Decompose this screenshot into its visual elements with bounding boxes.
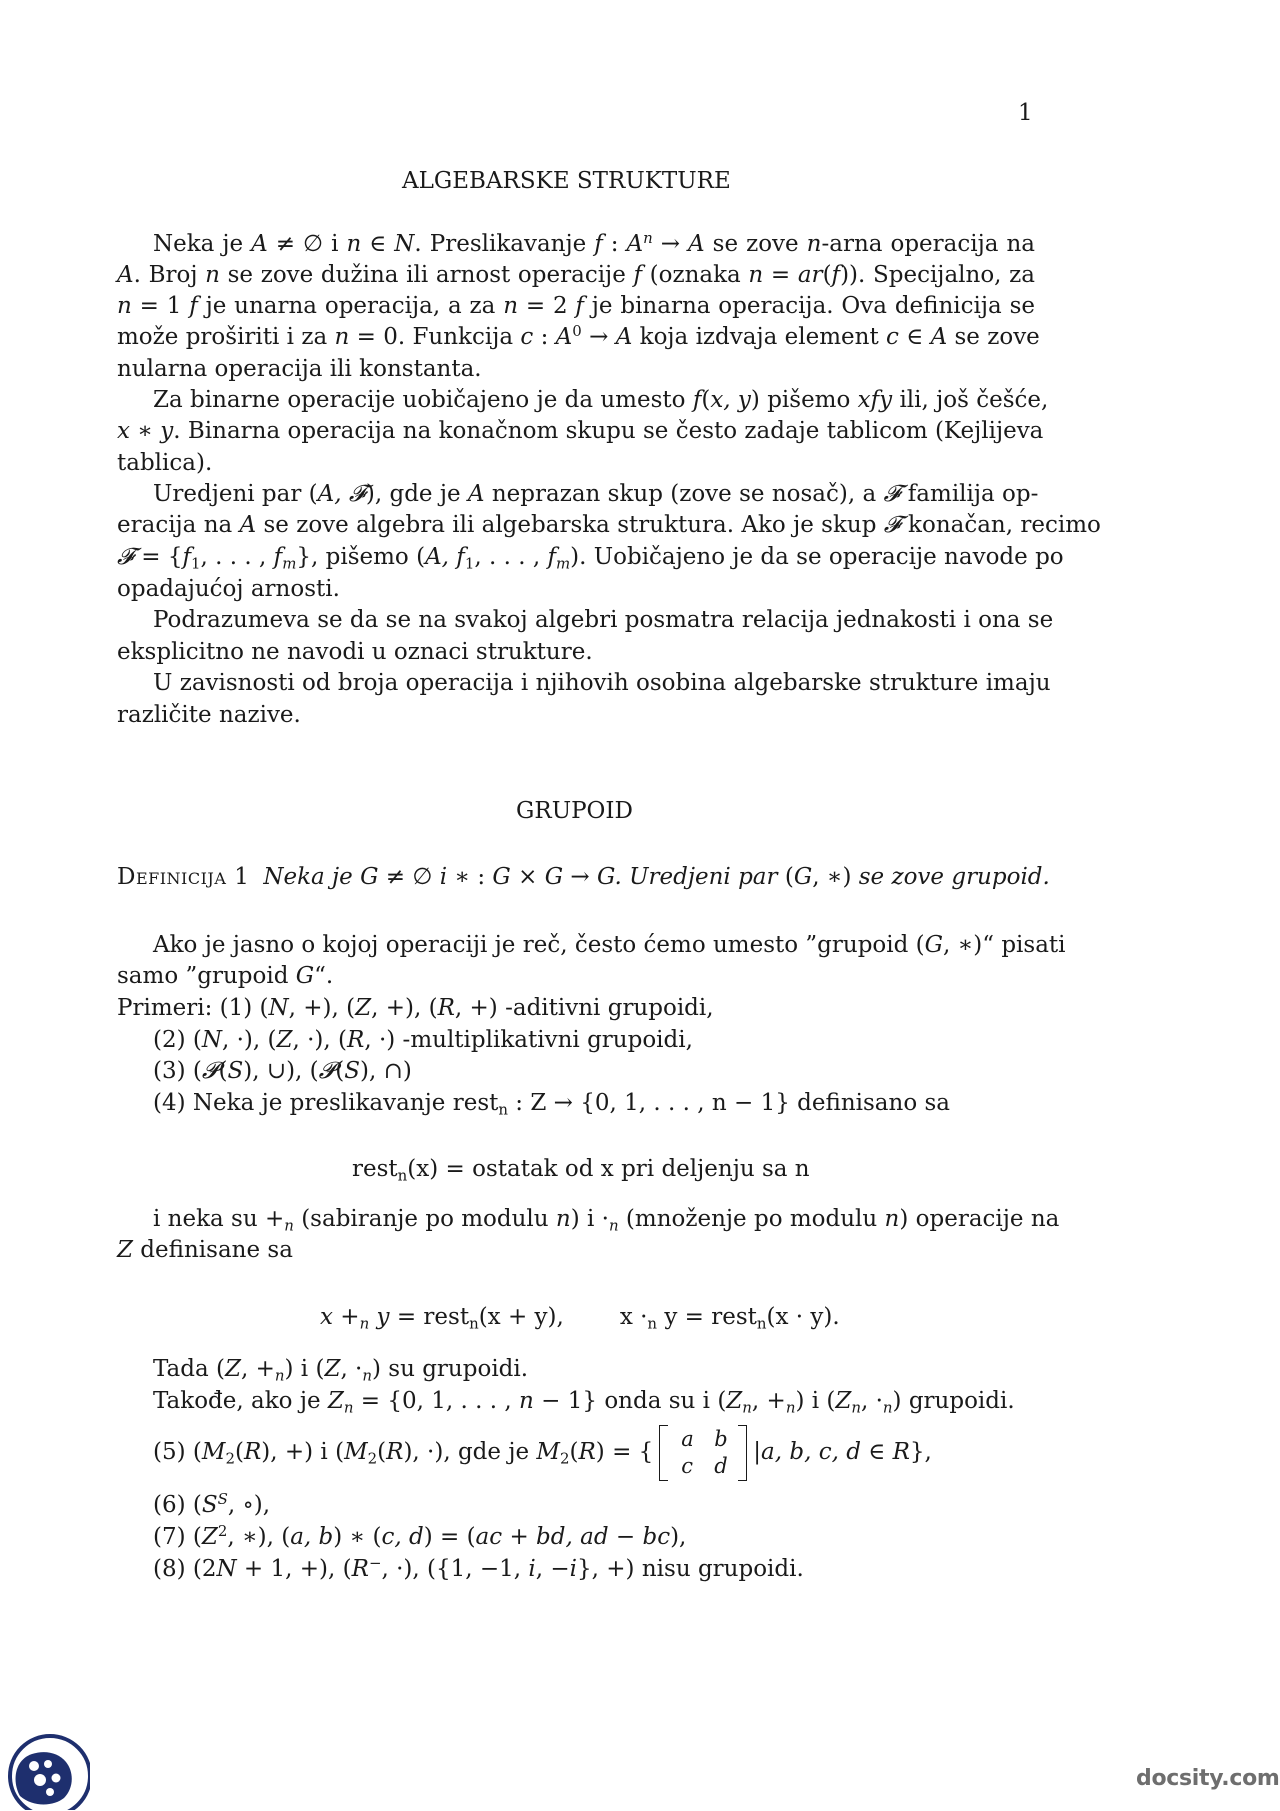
example-8: (8) (2N + 1, +), (R−, ·), ({1, −1, i, −i}, +) nisu grupoidi. [153, 1553, 804, 1582]
definition-1: Definicija 1 Neka je G ≠ ∅ i ∗ : G × G → G. Uredjeni par (G, ∗) se zove grupoid. [117, 864, 1050, 890]
example-4: (4) Neka je preslikavanje rest$_n$ : Z → {0, 1, . . . , n − 1} definisano sa [153, 1090, 950, 1119]
paragraph-line: nularna operacija ili konstanta. [117, 356, 482, 382]
mod-operations: $x +_n$ y = rest$_n$(x + y), $x \cdot_n$ y = rest$_n$(x · y). [320, 1304, 840, 1333]
example-1: Primeri: (1) (N, +), (Z, +), (R, +) -aditivni grupoidi, [117, 995, 714, 1021]
example-2: (2) (N, ·), (Z, ·), (R, ·) -multiplikativni grupoidi, [153, 1027, 693, 1053]
definition-label: Definicija 1 [117, 864, 250, 890]
matrix: a b c d [659, 1425, 747, 1481]
paragraph-line: Ako je jasno o kojoj operaciji je reč, često ćemo umesto ”grupoid (G, ∗)“ pisati [153, 932, 1066, 958]
paragraph-line: može proširiti i za n = 0. Funkcija c : $A^0 \to A$ koja izdvaja element c ∈ A se zove [117, 321, 1040, 350]
docsity-logo-icon [4, 1732, 90, 1810]
section-title-grupoid: GRUPOID [516, 798, 633, 824]
paragraph-line: 𝓕 = {$f_1$, . . . , $f_m$}, pišemo (A, $f_1$, . . . , $f_m$). Uobičajeno je da se operacije navode po [117, 544, 1064, 573]
paragraph-line: Podrazumeva se da se na svakoj algebri posmatra relacija jednakosti i ona se [153, 607, 1054, 633]
paragraph-line: Uredjeni par (A, 𝓕), gde je A neprazan skup (zove se nosač), a 𝓕 familija op- [153, 481, 1039, 507]
example-5: (5) ($M_2(R)$, +) i ($M_2(R)$, ·), gde je $M_2(R)$ = { a b c d |a, b, c, d ∈ R}, [153, 1424, 932, 1480]
paragraph-line: Za binarne operacije uobičajeno je da umesto f(x, y) pišemo xfy ili, još češće, [153, 387, 1049, 413]
section-title-algebarske: ALGEBARSKE STRUKTURE [402, 168, 731, 194]
page-number: 1 [1018, 100, 1033, 126]
docsity-brand[interactable]: docsity.com [1136, 1766, 1280, 1791]
paragraph-line: i neka su $+_n$ (sabiranje po modulu n) $i \cdot_n$ (množenje po modulu n) operacije na [153, 1206, 1060, 1235]
paragraph-line: Neka je A ≠ ∅ i n ∈ N. Preslikavanje f : $A^n \to A$ se zove n-arna operacija na [153, 228, 1035, 257]
paragraph-line: opadajućoj arnosti. [117, 576, 340, 602]
paragraph-line: U zavisnosti od broja operacija i njihovih osobina algebarske strukture imaju [153, 670, 1051, 696]
paragraph-line: tablica). [117, 450, 213, 476]
paragraph-line: x ∗ y. Binarna operacija na konačnom skupu se često zadaje tablicom (Kejlijeva [117, 418, 1044, 444]
example-3: (3) (𝓟(S), ∪), (𝓟(S), ∩) [153, 1058, 412, 1084]
paragraph-line: Takođe, ako je $Z_n = \{0$, 1, . . . , n − 1} onda su i ($Z_n$, $+_n$) i ($Z_n$, $\cdot_n$) grupoidi. [153, 1388, 1015, 1417]
paragraph-line: samo ”grupoid G“. [117, 963, 334, 989]
paragraph-line: A. Broj n se zove dužina ili arnost operacije f (oznaka n = ar(f)). Specijalno, za [117, 262, 1035, 288]
paragraph-line: Z definisane sa [117, 1237, 293, 1263]
paragraph-line: različite nazive. [117, 702, 301, 728]
paragraph-line: eracija na A se zove algebra ili algebarska struktura. Ako je skup 𝓕 konačan, recimo [117, 512, 1101, 538]
example-7: (7) ($Z^2$, ∗), (a, b) ∗ (c, d) = (ac + bd, ad − bc), [153, 1521, 687, 1550]
rest-definition: rest$_n$(x) = ostatak od x pri deljenju sa n [352, 1156, 810, 1185]
rest-definition-text: ostatak od x pri deljenju sa n [472, 1156, 810, 1182]
paragraph-line: n = 1 f je unarna operacija, a za n = 2 f je binarna operacija. Ova definicija se [117, 293, 1035, 319]
example-6: (6) ($S^S$, ∘), [153, 1489, 271, 1518]
paragraph-line: eksplicitno ne navodi u oznaci strukture. [117, 639, 593, 665]
paragraph-line: Tada (Z, $+_n$) i (Z, $\cdot_n$) su grupoidi. [153, 1356, 529, 1385]
